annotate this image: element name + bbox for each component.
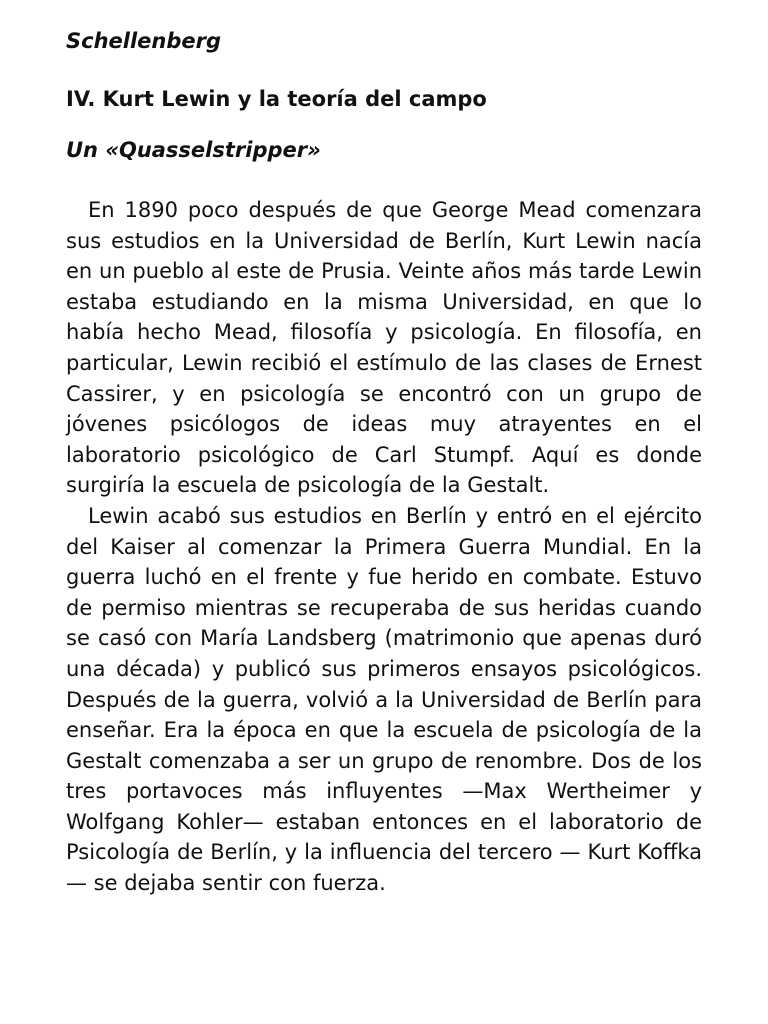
section-title: Un «Quasselstripper» [66,138,321,162]
running-head: Schellenberg [66,29,222,53]
paragraph-2: Lewin acabó sus estudios en Berlín y entró en el ejército del Kaiser al comenzar la Primera Guerra Mundial. En la guerra luchó en el frente y fue herido en combate. Estuvo de permiso mientras se recuperaba de sus heridas cuando se casó con María Landsberg (matrimonio que apenas duró una década) y publicó sus primeros ensayos psicológicos. Después de la guerra, volvió a la Universidad de Berlín para enseñar. Era la época en que la escuela de psicología de la Gestalt comenzaba a ser un grupo de renombre. Dos de los tres portavoces más influyentes —Max Wertheimer y Wolfgang Kohler— estaban entonces en el laboratorio de Psicología de Berlín, y la influencia del tercero — Kurt Koffka— se dejaba sentir con fuerza. [66,503,702,896]
body-text [66,195,702,899]
chapter-title: IV. Kurt Lewin y la teoría del campo [66,87,487,111]
paragraph-1: En 1890 poco después de que George Mead comenzara sus estudios en la Universidad de Berlín, Kurt Lewin nacía en un pueblo al este de Prusia. Veinte años más tarde Lewin estaba estudiando en la misma Universidad, en que lo había hecho Mead, filosofía y psicología. En filosofía, en particular, Lewin recibió el estímulo de las clases de Ernest Cassirer, y en psicología se encontró con un grupo de jóvenes psicólogos de ideas muy atrayentes en el laboratorio psicológico de Carl Stumpf. Aquí es donde surgiría la escuela de psicología de la Gestalt. [66,198,702,498]
